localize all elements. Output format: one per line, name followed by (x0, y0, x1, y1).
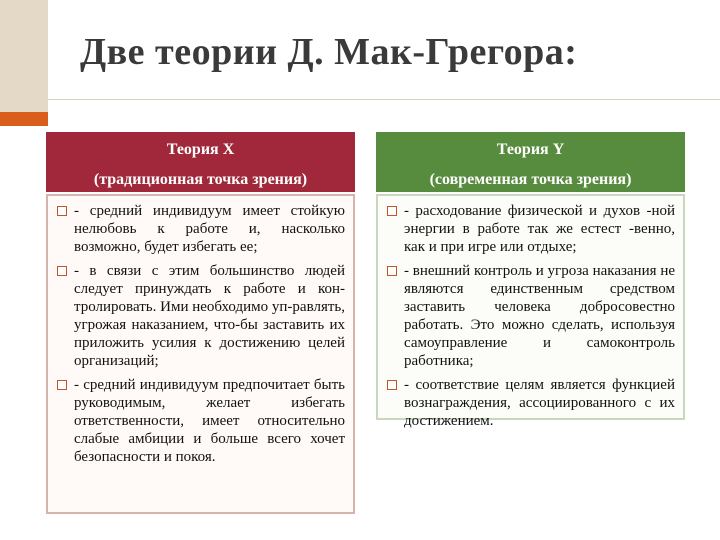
theory-y-header (376, 132, 685, 192)
theory-y-list (376, 194, 685, 429)
list-item (56, 202, 345, 256)
theory-x-subtitle: (традиционная точка зрения) (93, 171, 308, 188)
theory-x-header (46, 132, 355, 192)
decorative-accent-stripe (0, 112, 48, 126)
list-item-text: - средний индивидуум имеет стойкую нелюбовь к работе и, насколько возможно, будет избегать ее; (74, 203, 345, 255)
theory-x-column (46, 132, 355, 514)
theory-x-title: Теория Х (166, 141, 235, 158)
theory-y-title: Теория Y (496, 141, 565, 158)
theory-y-column (376, 132, 685, 429)
list-item (386, 202, 675, 256)
decorative-sidebar-top (0, 0, 48, 112)
list-item-text: - соответствие целям является функцией вознаграждения, ассоциированного с их достижением. (404, 377, 675, 429)
decorative-sidebar-bottom (0, 126, 48, 540)
list-item-text: - в связи с этим большинство людей следует принуждать к работе и кон-тролировать. Ими необходимо уп-равлять, угрожая наказанием, что-бы заставить их приложить усилия к достижению целей организаций; (74, 263, 345, 369)
list-item (386, 376, 675, 430)
list-item (386, 262, 675, 370)
hollow-square-bullet-icon (57, 380, 67, 390)
hollow-square-bullet-icon (57, 266, 67, 276)
hollow-square-bullet-icon (387, 206, 397, 216)
list-item-text: - средний индивидуум предпочитает быть руководимым, желает избегать ответственности, имеет относительно слабые амбиции и больше всего хочет безопасности и покоя. (74, 377, 345, 465)
title-divider (48, 99, 720, 100)
hollow-square-bullet-icon (387, 266, 397, 276)
list-item-text: - внешний контроль и угроза наказания не являются единственным средством заставить человека добросовестно работать. Это можно сделать, используя самоуправление и самоконтроль работника; (404, 263, 675, 369)
theory-x-list (46, 194, 355, 514)
list-item (56, 376, 345, 466)
slide-title: Две теории Д. Мак-Грегора: (80, 31, 578, 73)
hollow-square-bullet-icon (387, 380, 397, 390)
list-item (56, 262, 345, 370)
hollow-square-bullet-icon (57, 206, 67, 216)
list-item-text: - расходование физической и духов -ной энергии в работе так же естест -венно, как и при игре или отдыхе; (404, 203, 675, 255)
theory-y-subtitle: (современная точка зрения) (429, 171, 632, 188)
